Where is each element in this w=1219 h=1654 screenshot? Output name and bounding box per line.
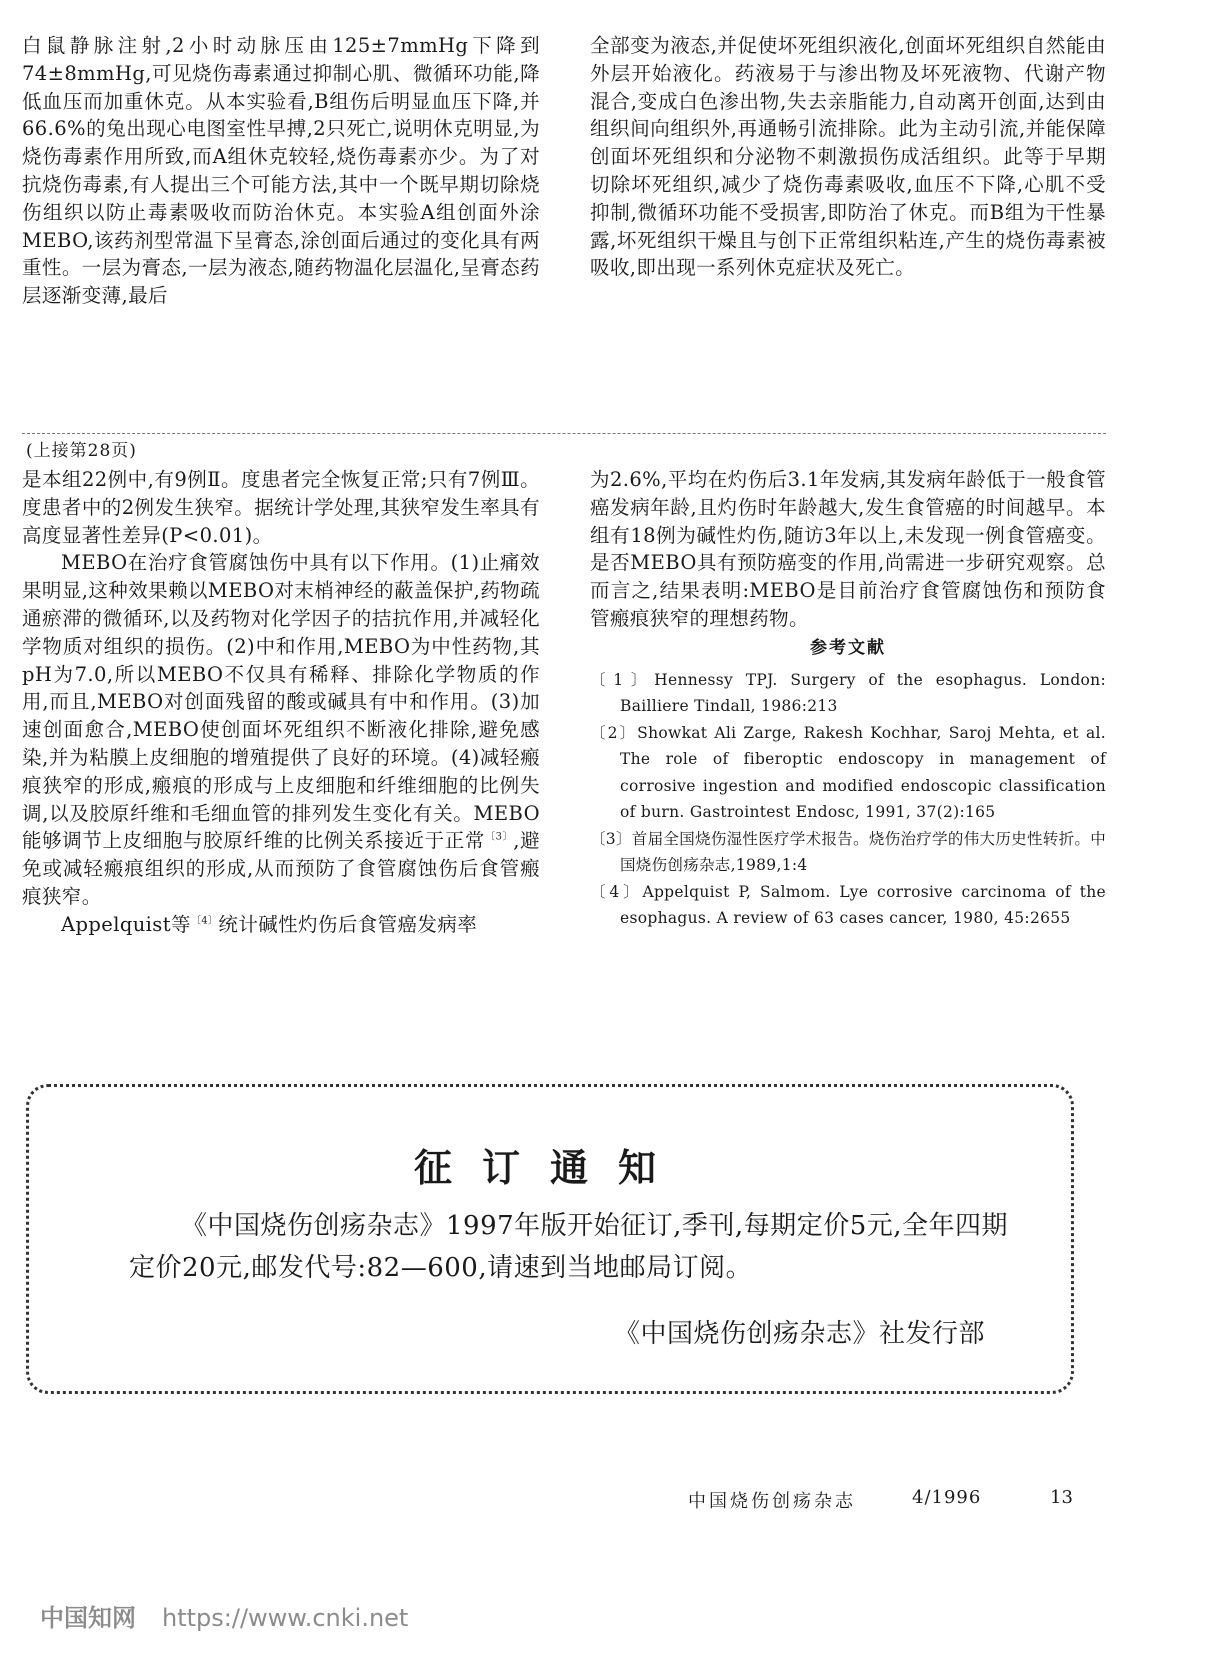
continuation-note: (上接第28页) (26, 441, 137, 461)
cnki-url: https://www.cnki.net (162, 1604, 409, 1632)
footer-issue: 4/1996 (912, 1487, 982, 1508)
body-paragraph: 白鼠静脉注射,2小时动脉压由125±7mmHg下降到74±8mmHg,可见烧伤毒素通过抑制心肌、微循环功能,降低血压而加重休克。从本实验看,B组伤后明显血压下降,并66.6%的兔出现心电图室性早搏,2只死亡,说明休克明显,为烧伤毒素作用所致,而A组休克较轻,烧伤毒素亦少。为了对抗烧伤毒素,有人提出三个可能方法,其中一个既早期切除烧伤组织以防止毒素吸收而防治休克。本实验A组创面外涂MEBO,该药剂型常温下呈膏态,涂创面后通过的变化具有两重性。一层为膏态,一层为液态,随药物温化层温化,呈膏态药层逐渐变薄,最后 (22, 34, 540, 308)
paragraph-text: MEBO在治疗食管腐蚀伤中具有以下作用。(1)止痛效果明显,这种效果赖以MEBO对末梢神经的蔽盖保护,药物疏通瘀滞的微循环,以及药物对化学因子的拮抗作用,并减轻化学物质对组织的损伤。(2)中和作用,MEBO为中性药物,其pH为7.0,所以MEBO不仅具有稀释、排除化学物质的作用,而且,MEBO对创面残留的酸或碱具有中和作用。(3)加速创面愈合,MEBO使创面坏死组织不断液化排除,避免感染,并为粘膜上皮细胞的增殖提供了良好的环境。(4)减轻瘢痕狭窄的形成,瘢痕的形成与上皮细胞和纤维细胞的比例失调,以及胶原纤维和毛细血管的排列发生变化有关。MEBO能够调节上皮细胞与胶原纤维的比例关系接近于正常 (22, 551, 540, 853)
top-right-column (590, 32, 1106, 282)
notice-signature: 《中国烧伤创疡杂志》社发行部 (613, 1319, 985, 1349)
body-paragraph: 全部变为液态,并促使坏死组织液化,创面坏死组织自然能由外层开始液化。药液易于与渗出物及坏死液物、代谢产物混合,变成白色渗出物,失去亲脂能力,自动离开创面,达到由组织间向组织外,再通畅引流排除。此为主动引流,并能保障创面坏死组织和分泌物不刺激损伤成活组织。此等于早期切除坏死组织,减少了烧伤毒素吸收,血压不下降,心肌不受抑制,微循环功能不受损害,即防治了休克。而B组为干性暴露,坏死组织干燥且与创下正常组织粘连,产生的烧伤毒素被吸收,即出现一系列休克症状及死亡。 (590, 34, 1106, 280)
body-paragraph (22, 911, 540, 939)
reference-item: 〔3〕首届全国烧伤湿性医疗学术报告。烧伤治疗学的伟大历史性转折。中国烧伤创疡杂志,1989,1:4 (590, 829, 1106, 875)
citation-marker: 〔3〕 (485, 831, 514, 843)
reference-item: 〔1〕Hennessy TPJ. Surgery of the esophagus. London: Bailliere Tindall, 1986:213 (590, 670, 1106, 716)
bottom-right-column (590, 466, 1106, 932)
page-number: 13 (1050, 1487, 1073, 1508)
citation-marker: 〔4〕 (190, 915, 219, 927)
body-paragraph: 是本组22例中,有9例Ⅱ。度患者完全恢复正常;只有7例Ⅲ。度患者中的2例发生狭窄。据统计学处理,其狭窄发生率具有高度显著性差异(P<0.01)。 (22, 468, 540, 547)
paragraph-text: 统计碱性灼伤后食管癌发病率 (218, 912, 478, 936)
section-divider (22, 433, 1106, 434)
cnki-logo: 中国知网 (40, 1604, 136, 1632)
references-heading: 参考文献 (810, 637, 886, 658)
cnki-watermark (40, 1598, 408, 1633)
notice-body: 《中国烧伤创疡杂志》1997年版开始征订,季刊,每期定价5元,全年四期定价20元,邮发代号:82—600,请速到当地邮局订阅。 (129, 1211, 1009, 1283)
paragraph-text: Appelquist等 (61, 912, 191, 936)
bottom-left-column (22, 466, 540, 939)
paragraph-text: ,避免或减轻瘢痕组织的形成,从而预防了食管腐蚀伤后食管瘢痕狭窄。 (22, 829, 541, 908)
reference-item: 〔2〕Showkat Ali Zarge, Rakesh Kochhar, Saroj Mehta, et al. The role of fiberoptic endoscopy in management of corrosive ingestion and modified endoscopic classification of burn. Gastrointest Endosc, 1991, 37(2):165 (590, 723, 1106, 822)
body-paragraph: 为2.6%,平均在灼伤后3.1年发病,其发病年龄低于一般食管癌发病年龄,且灼伤时年龄越大,发生食管癌的时间越早。本组有18例为碱性灼伤,随访3年以上,未发现一例食管癌变。是否MEBO具有预防癌变的作用,尚需进一步研究观察。总而言之,结果表明:MEBO是目前治疗食管腐蚀伤和预防食管瘢痕狭窄的理想药物。 (590, 468, 1106, 630)
reference-item: 〔4〕Appelquist P, Salmom. Lye corrosive carcinoma of the esophagus. A review of 63 cases cancer, 1980, 45:2655 (590, 882, 1106, 928)
body-paragraph (22, 549, 540, 910)
notice-title: 征订通知 (413, 1146, 686, 1190)
subscription-notice-box (26, 1084, 1074, 1394)
footer-journal-name: 中国烧伤创疡杂志 (688, 1491, 856, 1512)
top-left-column (22, 32, 540, 310)
